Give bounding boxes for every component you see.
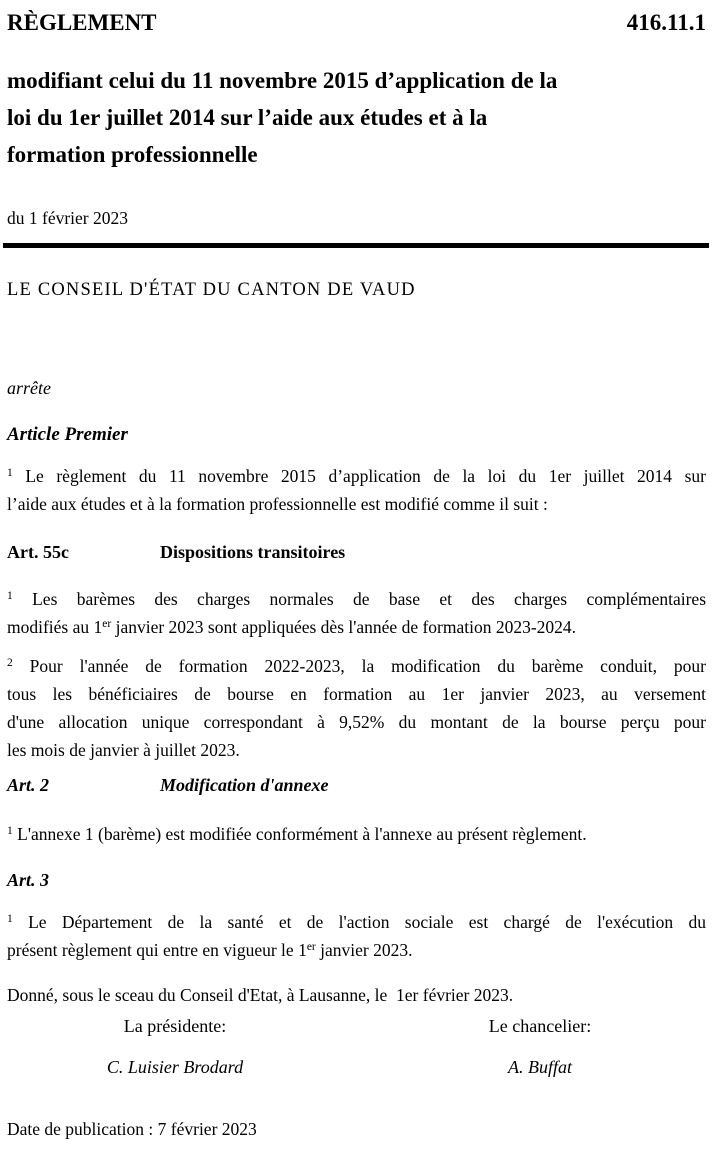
- paragraph-3-line-4: [7, 736, 706, 764]
- paragraph-5-line-2: [7, 936, 706, 964]
- title-line-1: modifiant celui du 11 novembre 2015 d’application de la: [7, 68, 558, 93]
- doc-reference-number: 416.11.1: [626, 10, 706, 35]
- paragraph-3: [7, 652, 706, 764]
- paragraph-2-text-1: Les barèmes des charges normales de base et des charges complémentaires: [32, 589, 706, 609]
- publication-date: Date de publication : 7 février 2023: [7, 1119, 257, 1139]
- paragraph-5-text-2b: janvier 2023.: [315, 940, 413, 960]
- paragraph-1-text-1: Le règlement du 11 novembre 2015 d’application de la loi du 1er juillet 2014 sur: [25, 466, 707, 486]
- title-line-3: formation professionnelle: [7, 142, 258, 167]
- paragraph-2: [7, 585, 706, 641]
- footnote-marker-5: 1: [7, 913, 13, 925]
- footnote-marker-3: 2: [7, 657, 13, 669]
- article-3-number: Art. 3: [7, 870, 50, 890]
- paragraph-3-text-2: tous les bénéficiaires de bourse en formation au 1er janvier 2023, au versement: [7, 684, 706, 704]
- authority-line: LE CONSEIL D'ÉTAT DU CANTON DE VAUD: [7, 280, 416, 300]
- footnote-marker-2: 1: [7, 590, 13, 602]
- article-premier-heading: Article Premier: [7, 424, 128, 445]
- seal-line: Donné, sous le sceau du Conseil d'Etat, à Lausanne, le 1er février 2023.: [7, 985, 514, 1005]
- article-55c-number: Art. 55c: [7, 542, 69, 562]
- paragraph-5-text-1: Le Département de la santé et de l'action sociale est chargé de l'exécution du: [28, 912, 706, 932]
- signature-names-row: [7, 1055, 706, 1079]
- paragraph-4-line-1: [7, 820, 706, 848]
- paragraph-3-text-3: d'une allocation unique correspondant à 9,52% du montant de la bourse perçu pour: [7, 712, 706, 732]
- article-2-heading: [7, 773, 706, 797]
- president-role: La présidente:: [123, 1016, 227, 1036]
- paragraph-3-text-1: Pour l'année de formation 2022-2023, la modification du barème conduit, pour: [29, 656, 706, 676]
- chancellor-name: A. Buffat: [508, 1057, 572, 1077]
- paragraph-4-text-1: L'annexe 1 (barème) est modifiée conformément à l'annexe au présent règlement.: [17, 824, 587, 844]
- article-55c-title: Dispositions transitoires: [160, 542, 346, 562]
- article-3-heading: [7, 868, 706, 892]
- paragraph-1: [7, 462, 706, 518]
- paragraph-1-text-2: l’aide aux études et à la formation professionnelle est modifié comme il suit :: [7, 494, 548, 514]
- article-2-number: Art. 2: [7, 775, 50, 795]
- document-header: [7, 9, 706, 37]
- paragraph-2-text-2a: modifiés au 1: [7, 617, 103, 637]
- title-line-2: loi du 1er juillet 2014 sur l’aide aux études et à la: [7, 105, 488, 130]
- paragraph-2-line-1: [7, 585, 706, 613]
- footnote-marker-1: 1: [7, 467, 13, 479]
- paragraph-5: [7, 908, 706, 964]
- ordinal-superscript: er: [102, 618, 112, 630]
- paragraph-1-line-2: [7, 490, 706, 518]
- paragraph-5-line-1: [7, 908, 706, 936]
- paragraph-3-text-4: les mois de janvier à juillet 2023.: [7, 740, 240, 760]
- president-name: C. Luisier Brodard: [106, 1057, 244, 1077]
- document-title: [7, 62, 706, 173]
- paragraph-4: [7, 820, 706, 848]
- paragraph-1-line-1: [7, 462, 706, 490]
- divider-rule: [3, 243, 709, 248]
- paragraph-3-line-2: [7, 680, 706, 708]
- enacting-word: arrête: [7, 378, 51, 398]
- ordinal-superscript: er: [306, 941, 316, 953]
- article-55c-heading: [7, 540, 706, 564]
- chancellor-role: Le chancelier:: [488, 1016, 592, 1036]
- paragraph-3-line-3: [7, 708, 706, 736]
- paragraph-2-line-2: [7, 613, 706, 641]
- decree-date: du 1 février 2023: [7, 208, 129, 228]
- doc-type-label: RÈGLEMENT: [7, 10, 157, 35]
- paragraph-5-text-2a: présent règlement qui entre en vigueur le 1: [7, 940, 307, 960]
- paragraph-2-text-2b: janvier 2023 sont appliquées dès l'année de formation 2023-2024.: [111, 617, 577, 637]
- signature-roles-row: [7, 1015, 706, 1037]
- article-2-title: Modification d'annexe: [160, 775, 329, 795]
- paragraph-3-line-1: [7, 652, 706, 680]
- footnote-marker-4: 1: [7, 825, 13, 837]
